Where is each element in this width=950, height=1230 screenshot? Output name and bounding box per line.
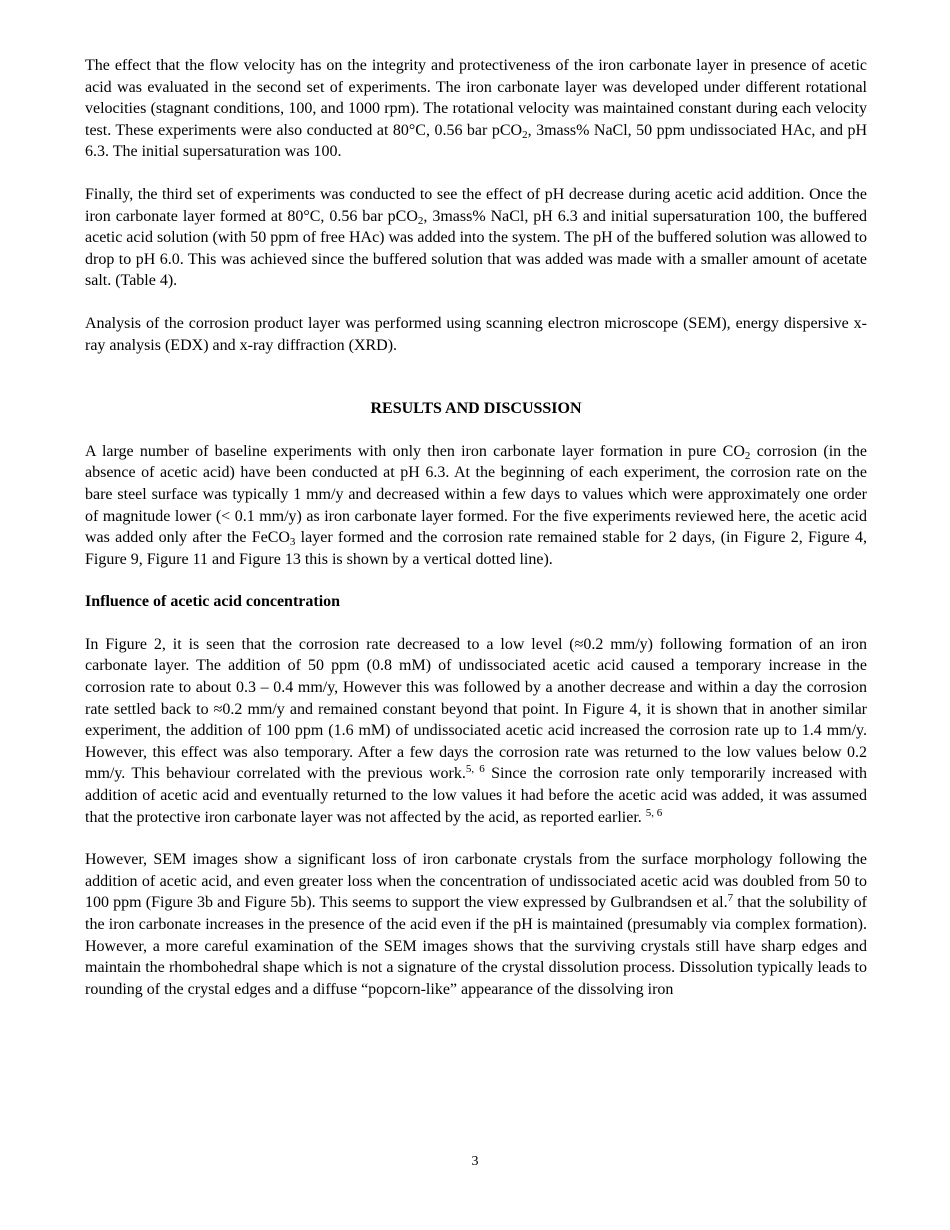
citation-superscript: 7 — [727, 892, 734, 905]
section-gap — [85, 356, 867, 398]
paragraph-ph-decrease — [85, 184, 867, 292]
subscript: 2 — [417, 214, 424, 227]
subscript: 2 — [522, 128, 528, 141]
page-number: 3 — [471, 1154, 479, 1169]
text-run: A large number of baseline experiments with only then iron carbonate layer formation in pure CO — [85, 442, 745, 460]
paragraph-sem-images — [85, 849, 867, 1000]
text-run: corrosion (in the absence of acetic acid) have been conducted at pH 6.3. At the beginning of each experiment, the corrosion rate on the bare steel surface was typically 1 mm/y and decreased within a few days to values which were approximately one order of magnitude lower (< 0.1 mm/y) as iron carbonate layer formed. For the five experiments reviewed here, the acetic acid was added only after the FeCO — [85, 442, 868, 547]
subsection-heading: Influence of acetic acid concentration — [85, 593, 341, 611]
text-run: In Figure 2, it is seen that the corrosion rate decreased to a low level (≈0.2 mm/y) following formation of an iron carbonate layer. The addition of 50 ppm (0.8 mM) of undissociated acetic acid caused a temporary increase in the corrosion rate to about 0.3 – 0.4 mm/y, However this was followed by a another decrease and within a day the corrosion rate settled back to ≈0.2 mm/y and remained constant beyond that point. In Figure 4, it is shown that in another similar experiment, the addition of 100 ppm (1.6 mM) of undissociated acetic acid increased the corrosion rate up to 1.4 mm/y. However, this effect was also temporary. After a few days the corrosion rate was returned to the low values below 0.2 mm/y. This behaviour correlated with the previous work. — [85, 635, 867, 783]
text-run: layer formed and the corrosion rate remained stable for 2 days, (in Figure 2, Figure 4, Figure 9, Figure 11 and Figure 13 this is shown by a vertical dotted line). — [85, 529, 867, 568]
text-run: , 3mass% NaCl, 50 ppm undissociated HAc, and pH 6.3. The initial supersaturation was 100. — [85, 121, 867, 161]
text-run: However, SEM images show a significant loss of iron carbonate crystals from the surface morphology following the addition of acetic acid, and even greater loss when the concentration of undissociated acetic acid was doubled from 50 to 100 ppm (Figure 3b and Figure 5b). This seems to support the view expressed by Gulbrandsen et al. — [85, 851, 867, 912]
paragraph-flow-velocity — [85, 55, 867, 163]
subscript: 3 — [289, 536, 296, 549]
paragraph-gap — [85, 163, 867, 184]
text-run: Finally, the third set of experiments was conducted to see the effect of pH decrease during acetic acid addition. Once the iron carbonate layer formed at 80°C, 0.56 bar pCO — [85, 185, 867, 225]
text-run: The effect that the flow velocity has on the integrity and protectiveness of the iron carbonate layer in presence of acetic acid was evaluated in the second set of experiments. The iron carbonate layer was developed under different rotational velocities (stagnant conditions, 100, and 1000 rpm). The rotational velocity was maintained constant during each velocity test. These experiments were also conducted at 80°C, 0.56 bar pCO — [85, 57, 867, 139]
section-heading: RESULTS AND DISCUSSION — [370, 400, 582, 418]
page-body — [85, 55, 867, 1000]
citation-superscript: 5, 6 — [465, 763, 485, 776]
text-run: that the solubility of the iron carbonate increases in the presence of the acid even if the pH is maintained (presumably via complex formation). However, a more careful examination of the SEM images shows that the surviving crystals still have sharp edges and maintain the rhombohedral shape which is not a signature of the crystal dissolution process. Dissolution typically leads to rounding of the crystal edges and a diffuse “popcorn-like” appearance of the dissolving iron — [85, 894, 867, 998]
paragraph-analysis: Analysis of the corrosion product layer was performed using scanning electron microscope (SEM), energy dispersive x-ray analysis (EDX) and x-ray diffraction (XRD). — [85, 314, 867, 354]
citation-superscript: 5, 6 — [645, 806, 663, 819]
paragraph-gap — [85, 613, 867, 634]
paragraph-baseline-experiments — [85, 441, 867, 571]
text-run: , 3mass% NaCl, pH 6.3 and initial supersaturation 100, the buffered acetic acid solution (with 50 ppm of free HAc) was added into the system. The pH of the buffered solution was allowed to drop to pH 6.0. This was achieved since the buffered solution that was added was made with a smaller amount of acetate salt. (Table 4). — [85, 207, 868, 290]
text-run: Since the corrosion rate only temporarily increased with addition of acetic acid and eventually returned to the low values it had before the acetic acid was added, it was assumed that the protective iron carbonate layer was not affected by the acid, as reported earlier. — [85, 765, 868, 826]
paragraph-concentration — [85, 634, 867, 828]
paragraph-gap — [85, 570, 867, 591]
paragraph-gap — [85, 292, 867, 313]
subscript: 2 — [744, 449, 751, 462]
paragraph-gap — [85, 828, 867, 849]
paragraph-gap — [85, 420, 867, 441]
